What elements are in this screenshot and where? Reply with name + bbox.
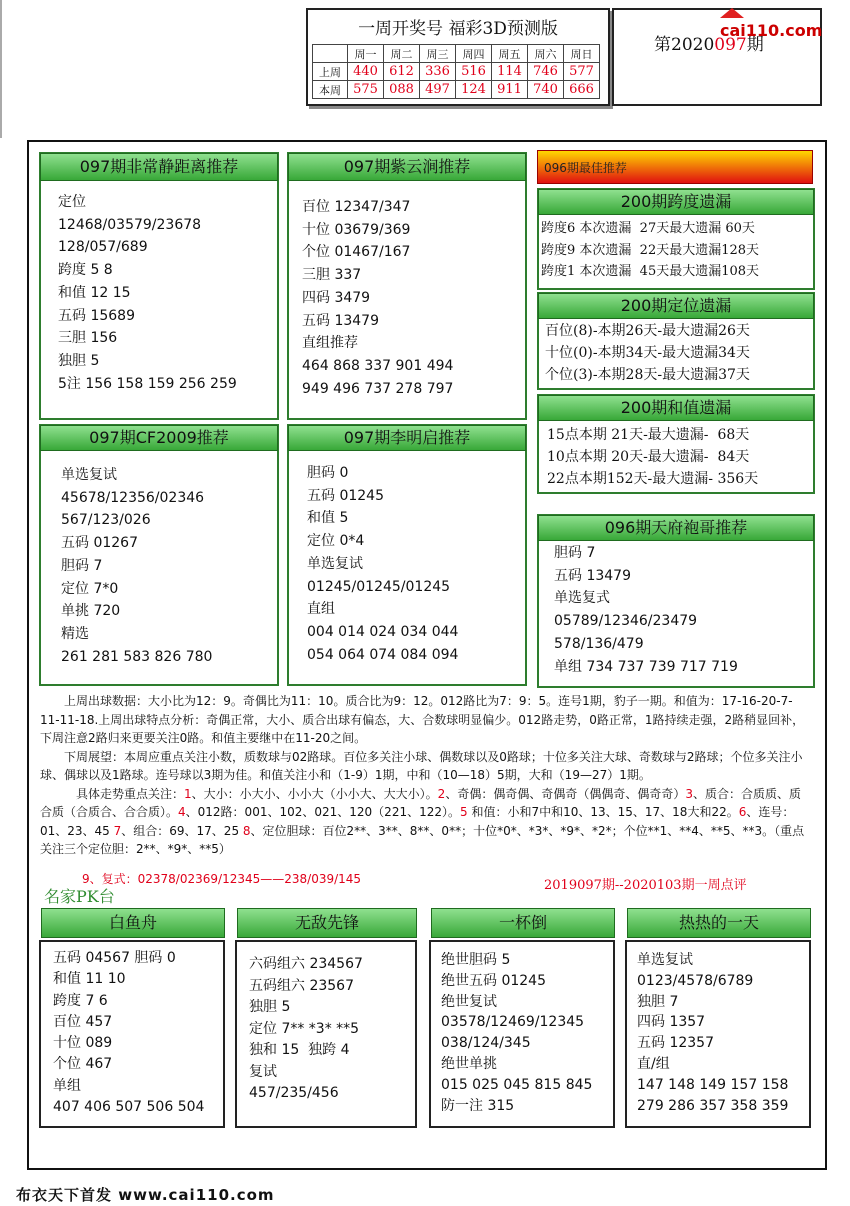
draw-number: 088 — [384, 81, 420, 99]
pk-col-rere — [625, 913, 811, 1128]
day-label: 周三 — [420, 45, 456, 63]
panel-sum-missing — [537, 394, 815, 494]
panel-cf2009 — [39, 424, 279, 686]
panel-body: 胆码 0 五码 01245 和值 5 定位 0*4 单选复试 01245/01245/01245 直组 004 014 024 034 044 054 064 074 084 094 — [307, 465, 459, 663]
analysis-para-3: 具体走势重点关注：1、大小：小大小、小小大（小小大、大大小）。2、奇偶：偶奇偶、奇偶奇（偶偶奇、偶奇奇）3、质合：合质质、质合质（合质合、合合质）。4、012路：001、102、021、120（221、122）。5 和值：小和7中和10、13、15、17、18大和22。6、连号：01、23、45 7、组合：69、17、25 8、定位胆球：百位2**、3**、8**、0**；十位*0*、*3*、*9*、*2*；个位**1、**4、**5、**3。（重点关注三个定位胆：2**、*9*、**5） — [40, 786, 805, 856]
footer-site[interactable]: 布衣天下首发 www.cai110.com — [16, 1186, 275, 1204]
pk-col-body: 五码 04567 胆码 0 和值 11 10 跨度 7 6 百位 457 十位 089 个位 467 单组 407 406 507 506 504 — [53, 950, 205, 1116]
panel-title: 097期非常静距离推荐 — [40, 153, 278, 181]
draw-number: 911 — [492, 81, 528, 99]
pk-section-note: 2019097期--2020103期一周点评 — [544, 878, 747, 893]
this-week-row — [313, 81, 600, 99]
period-label: 第2020097期 — [654, 35, 764, 55]
panel-tianfu — [537, 514, 815, 688]
panel-body: 百位(8)-本期26天-最大遗漏26天 十位(0)-本期34天-最大遗漏34天 个位(3)-本期28天-最大遗漏37天 — [545, 323, 750, 383]
panel-title: 097期紫云涧推荐 — [288, 153, 526, 181]
panel-title: 200期和值遗漏 — [538, 395, 814, 421]
pk-col-title: 热热的一天 — [627, 908, 811, 938]
logo-arrow-icon — [720, 8, 744, 18]
pk-section-title: 名家PK台 — [44, 887, 115, 906]
day-label: 周五 — [492, 45, 528, 63]
pk-col-body: 单选复试 0123/4578/6789 独胆 7 四码 1357 五码 12357 直/组 147 148 149 157 158 279 286 357 358 359 — [637, 952, 789, 1114]
best-recommend-header: 096期最佳推荐 — [537, 150, 813, 184]
panel-title: 096期天府袍哥推荐 — [538, 515, 814, 541]
main-frame — [27, 140, 827, 1170]
panel-limingqi — [287, 424, 527, 686]
left-edge-line — [0, 0, 2, 138]
panel-body: 胆码 7 五码 13479 单选复式 05789/12346/23479 578/136/479 单组 734 737 739 717 719 — [554, 545, 738, 675]
panel-title: 097期李明启推荐 — [288, 425, 526, 451]
day-label: 周六 — [528, 45, 564, 63]
draw-number: 575 — [348, 81, 384, 99]
draw-number: 666 — [564, 81, 600, 99]
draw-number: 746 — [528, 63, 564, 81]
draw-number: 336 — [420, 63, 456, 81]
row-label: 上周 — [313, 63, 348, 81]
draw-number: 740 — [528, 81, 564, 99]
panel-body: 跨度6 本次遗漏 27天最大遗漏 60天 跨度9 本次遗漏 22天最大遗漏128天 跨度1 本次遗漏 45天最大遗漏108天 — [541, 221, 760, 279]
panel-body: 百位 12347/347 十位 03679/369 个位 01467/167 三胆 337 四码 3479 五码 13479 直组推荐 464 868 337 901 494 949 496 737 278 797 — [302, 199, 454, 397]
panel-body: 单选复试 45678/12356/02346 567/123/026 五码 01267 胆码 7 定位 7*0 单挑 720 精选 261 281 583 826 780 — [61, 467, 213, 665]
analysis-text — [40, 692, 810, 859]
pk-col-baiyuzhou — [39, 913, 225, 1128]
panel-feichang — [39, 152, 279, 420]
draw-number: 440 — [348, 63, 384, 81]
complex-bet-line: 9、复式：02378/02369/12345——238/039/145 — [82, 872, 362, 886]
pk-col-title: 一杯倒 — [431, 908, 615, 938]
draw-number: 516 — [456, 63, 492, 81]
panel-title: 097期CF2009推荐 — [40, 425, 278, 451]
pk-col-body: 绝世胆码 5 绝世五码 01245 绝世复试 03578/12469/12345 038/124/345 绝世单挑 015 025 045 815 845 防一注 315 — [441, 952, 593, 1114]
draw-number: 612 — [384, 63, 420, 81]
analysis-para-1: 上周出球数据：大小比为12：9。奇偶比为11：10。质合比为9：12。012路比为7：9：5。连号1期，豹子一期。和值为：17-16-20-7-11-11-18.上周出球特点分析：奇偶正常，大小、质合出球有偏态，大、合数球明显偏少。012路走势，0路正常，1路持续走强，2路稍显回补，下周注意2路归来更要关注0路。和值主要继中在11-20之间。 — [40, 694, 805, 745]
day-label: 周一 — [348, 45, 384, 63]
day-label: 周日 — [564, 45, 600, 63]
row-label: 本周 — [313, 81, 348, 99]
panel-title: 200期定位遗漏 — [538, 293, 814, 319]
day-header-row — [313, 45, 600, 63]
panel-title: 200期跨度遗漏 — [538, 189, 814, 215]
weekly-draw-table — [312, 44, 600, 99]
day-label: 周四 — [456, 45, 492, 63]
weekly-draw-box — [306, 8, 610, 106]
draw-number: 124 — [456, 81, 492, 99]
pk-col-body: 六码组六 234567 五码组六 23567 独胆 5 定位 7** *3* **5 独和 15 独跨 4 复试 457/235/456 — [249, 956, 363, 1101]
panel-position-missing — [537, 292, 815, 390]
pk-col-wudi — [235, 913, 417, 1128]
weekly-draw-title: 一周开奖号 福彩3D预测版 — [358, 19, 558, 39]
panel-span-missing — [537, 188, 815, 290]
last-week-row — [313, 63, 600, 81]
pk-col-yibeidao — [429, 913, 615, 1128]
panel-body: 定位 12468/03579/23678 128/057/689 跨度 5 8 和值 12 15 五码 15689 三胆 156 独胆 5 5注 156 158 159 256 259 — [58, 194, 237, 392]
analysis-para-2: 下周展望：本周应重点关注小数，质数球与02路球。百位多关注小球、偶数球以及0路球；十位多关注大球、奇数球与2路球；个位多关注小球、偶球以及1路球。连号球以3期为佳。和值关注小和（1-9）1期，中和（10—18）5期，大和（19—27）1期。 — [40, 749, 803, 782]
pk-col-title: 无敌先锋 — [237, 908, 417, 938]
draw-number: 577 — [564, 63, 600, 81]
panel-ziyunjian — [287, 152, 527, 420]
day-label: 周二 — [384, 45, 420, 63]
draw-number: 497 — [420, 81, 456, 99]
draw-number: 114 — [492, 63, 528, 81]
pk-col-title: 白鱼舟 — [41, 908, 225, 938]
site-logo[interactable]: cai110.com — [720, 2, 848, 24]
panel-body: 15点本期 21天-最大遗漏- 68天 10点本期 20天-最大遗漏- 84天 22点本期152天-最大遗漏- 356天 — [547, 427, 759, 487]
